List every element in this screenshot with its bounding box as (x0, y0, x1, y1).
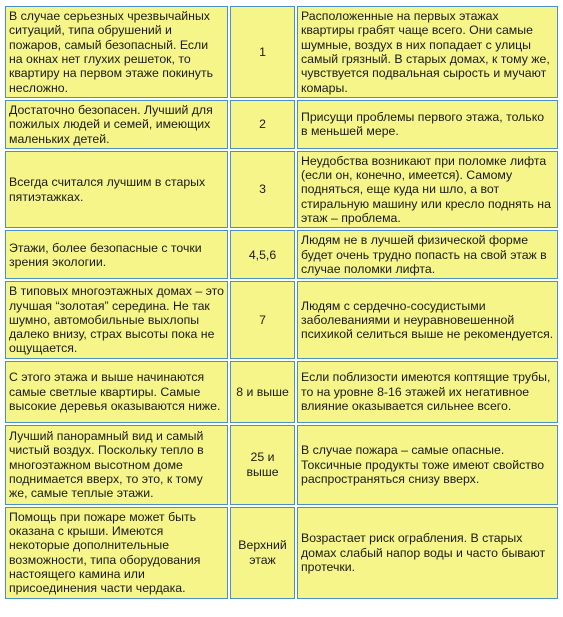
cons-cell: Если поблизости имеются коптящие трубы, то на уровне 8-16 этажей их негативное влияние оказывается сильнее всего. (297, 361, 558, 423)
floor-cell: 3 (230, 151, 295, 228)
pros-cell: В типовых многоэтажных домах – это лучшая “золотая” середина. Не так шумно, автомобильные выхлопы далеко внизу, страх высоты пока не ощущается. (5, 281, 228, 358)
pros-cell: В случае серьезных чрезвычайных ситуаций, типа обрушений и пожаров, самый безопасный. Если на окнах нет глухих решеток, то квартиру на первом этаже покинуть несложно. (5, 6, 228, 98)
pros-cell: Достаточно безопасен. Лучший для пожилых людей и семей, имеющих маленьких детей. (5, 100, 228, 149)
table-row (5, 507, 558, 599)
table-row (5, 100, 558, 149)
cons-cell: Возрастает риск ограбления. В старых домах слабый напор воды и часто бывают протечки. (297, 507, 558, 599)
floor-cell: 1 (230, 6, 295, 98)
table-row (5, 151, 558, 228)
floor-cell: 25 и выше (230, 425, 295, 505)
floor-comparison-table (3, 4, 560, 601)
pros-cell: Всегда считался лучшим в старых пятиэтажках. (5, 151, 228, 228)
cons-cell: В случае пожара – самые опасные. Токсичные продукты тоже имеют свойство распространяться снизу вверх. (297, 425, 558, 505)
pros-cell: Помощь при пожаре может быть оказана с крыши. Имеются некоторые дополнительные возможности, типа оборудования настоящего камина или присоединения части чердака. (5, 507, 228, 599)
floor-cell: 7 (230, 281, 295, 358)
pros-cell: Лучший панорамный вид и самый чистый воздух. Поскольку тепло в многоэтажном высотном доме поднимается вверх, то это, к тому же, самые теплые этажи. (5, 425, 228, 505)
table-row (5, 425, 558, 505)
table-row (5, 230, 558, 279)
table-row (5, 281, 558, 358)
pros-cell: С этого этажа и выше начинаются самые светлые квартиры. Самые высокие деревья оказываются ниже. (5, 361, 228, 423)
cons-cell: Неудобства возникают при поломке лифта (если он, конечно, имеется). Самому подняться, еще куда ни шло, а вот стиральную машину или кресло поднять на этаж – проблема. (297, 151, 558, 228)
cons-cell: Присущи проблемы первого этажа, только в меньшей мере. (297, 100, 558, 149)
pros-cell: Этажи, более безопасные с точки зрения экологии. (5, 230, 228, 279)
table-row (5, 361, 558, 423)
cons-cell: Людям не в лучшей физической форме будет очень трудно попасть на свой этаж в случае поломки лифта. (297, 230, 558, 279)
floor-cell: Верхний этаж (230, 507, 295, 599)
floor-cell: 4,5,6 (230, 230, 295, 279)
cons-cell: Людям с сердечно-сосудистыми заболеваниями и неуравновешенной психикой селиться выше не рекомендуется. (297, 281, 558, 358)
floor-cell: 2 (230, 100, 295, 149)
table-row (5, 6, 558, 98)
cons-cell: Расположенные на первых этажах квартиры грабят чаще всего. Они самые шумные, воздух в них попадает с улицы самый грязный. В старых домах, к тому же, чувствуется подвальная сырость и мучают комары. (297, 6, 558, 98)
floor-cell: 8 и выше (230, 361, 295, 423)
